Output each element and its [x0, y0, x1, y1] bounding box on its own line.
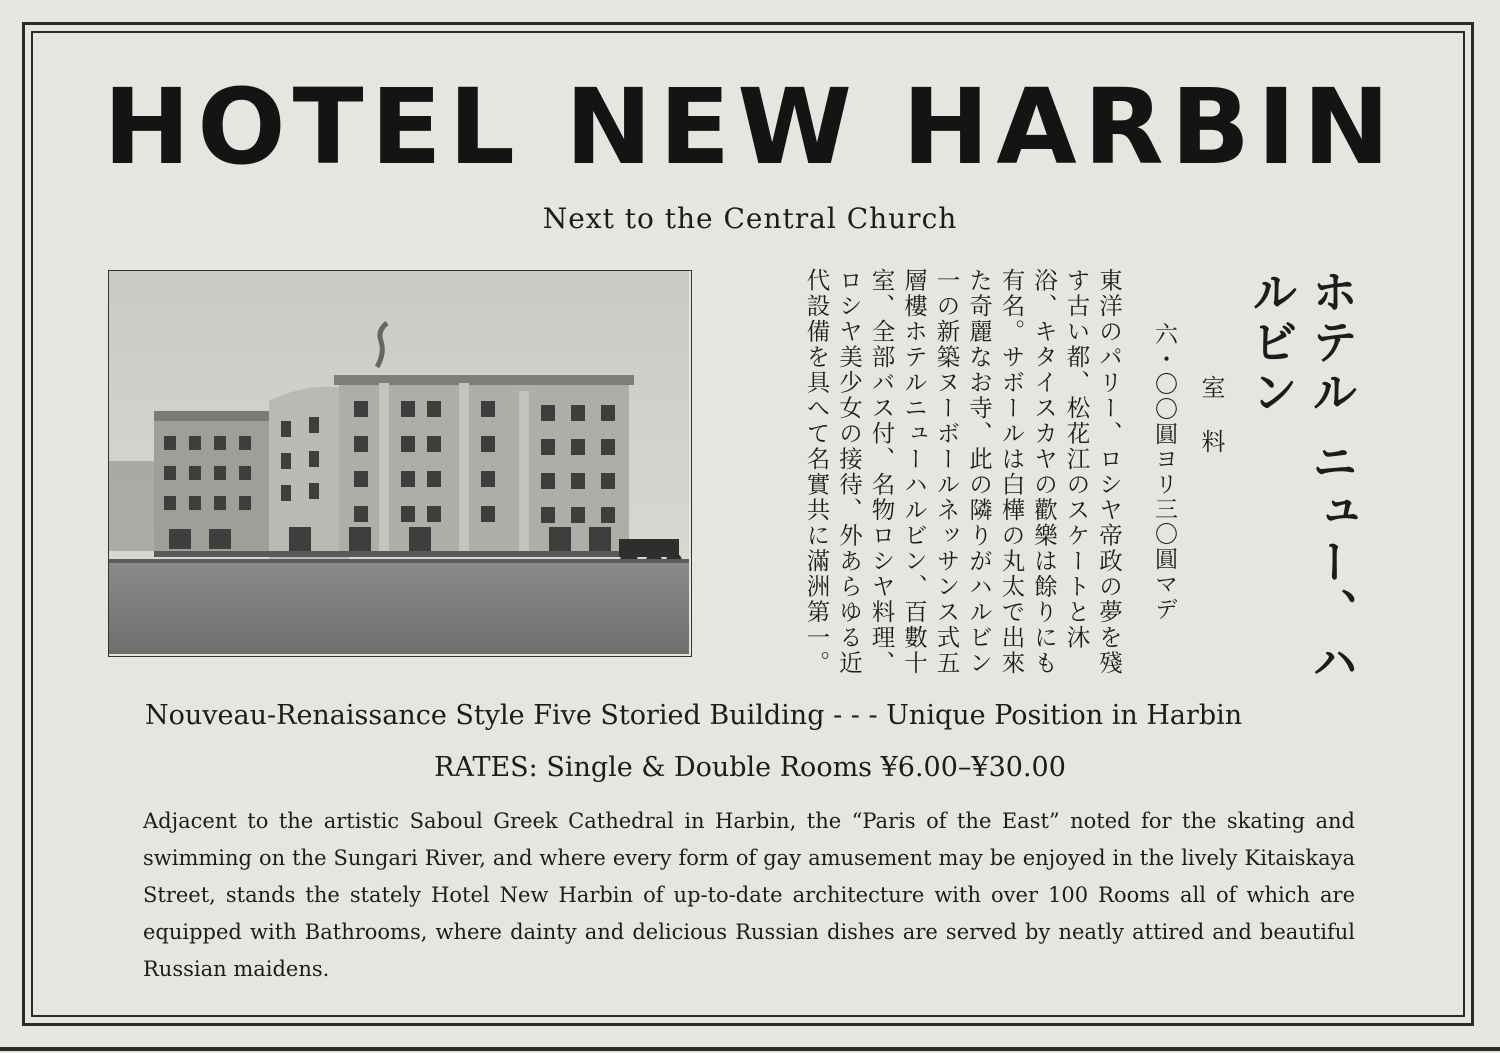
building-tagline: Nouveau-Renaissance Style Five Storied Building - - - Unique Position in Harbin — [145, 700, 1243, 731]
japanese-rate-value: 六・〇〇圓ヨリ三〇圓マデ — [1151, 322, 1177, 622]
hotel-building-photo — [108, 270, 692, 657]
bottom-rule — [0, 1047, 1500, 1051]
japanese-description: 東洋のパリー、ロシヤ帝政の夢を殘す古い都、松花江のスケートと沐浴、キタイスカヤの歡樂は餘りにも有名。サボールは白樺の丸太で出來た奇麗なお寺、此の隣りがハルビン一の新築ヌーボールネッサンス式五層樓ホテルニューハルビン、百數十室、全部バス付、名物ロシヤ料理、ロシヤ美少女の接待、外あらゆる近代設備を具へて名實共に滿洲第一。 — [802, 268, 1123, 676]
hotel-subtitle: Next to the Central Church — [542, 202, 958, 235]
english-description: Adjacent to the artistic Saboul Greek Cathedral in Harbin, the “Paris of the East” noted for the skating and swimming on the Sungari River, and where every form of gay amusement may be enjoyed in the lively Kitaiskaya Street, stands the stately Hotel New Harbin of up-to-date architecture with over 100 Rooms all of which are equipped with Bathrooms, where dainty and delicious Russian dishes are served by neatly attired and beautiful Russian maidens. — [143, 809, 1355, 981]
japanese-rate-label: 室料 — [1197, 375, 1225, 483]
japanese-hotel-name: ホテル ニュー、ハルビン — [1245, 268, 1359, 689]
room-rates: RATES: Single & Double Rooms ¥6.00–¥30.00 — [434, 752, 1066, 783]
hotel-title: HOTEL NEW HARBIN — [103, 66, 1397, 188]
